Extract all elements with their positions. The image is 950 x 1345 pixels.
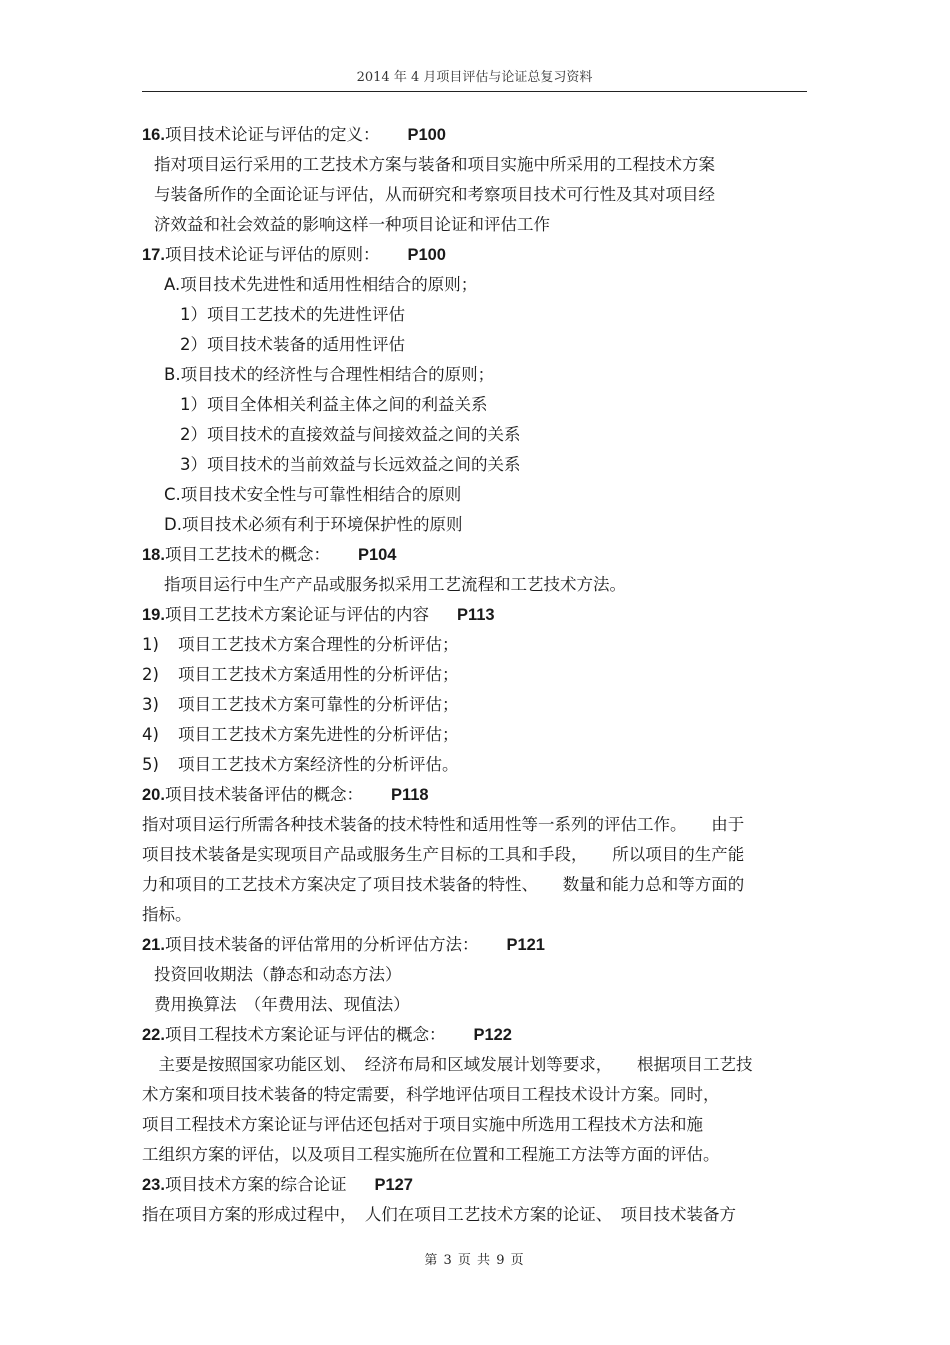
section-title: 项目技术装备评估的概念： xyxy=(164,785,363,804)
section-20-heading xyxy=(142,780,807,810)
section-number: 21. xyxy=(142,936,165,954)
section-number: 19. xyxy=(142,606,165,624)
paragraph-line: 与装备所作的全面论证与评估，从而研究和考察项目技术可行性及其对项目经 xyxy=(154,185,715,204)
list-text: 项目工艺技术方案合理性的分析评估； xyxy=(178,635,459,654)
section-title: 项目技术装备的评估常用的分析评估方法： xyxy=(164,935,479,954)
section-21-heading xyxy=(142,930,807,960)
page-ref: P100 xyxy=(407,126,446,144)
paragraph-line: 济效益和社会效益的影响这样一种项目论证和评估工作 xyxy=(154,215,550,234)
paragraph-line: 指对项目运行采用的工艺技术方案与装备和项目实施中所采用的工程技术方案 xyxy=(154,155,715,174)
section-number: 18. xyxy=(142,546,165,564)
page-ref: P121 xyxy=(506,936,545,954)
list-number: 5) xyxy=(142,755,159,774)
sub-item: 1）项目全体相关利益主体之间的利益关系 xyxy=(180,395,488,414)
principle-a: A.项目技术先进性和适用性相结合的原则； xyxy=(164,275,478,294)
page-ref: P118 xyxy=(390,786,429,804)
sub-item: 2）项目技术装备的适用性评估 xyxy=(180,335,405,354)
paragraph-line: 指在项目方案的形成过程中， 人们在项目工艺技术方案的论证、 项目技术装备方 xyxy=(142,1205,736,1224)
principle-c: C.项目技术安全性与可靠性相结合的原则 xyxy=(164,485,462,504)
paragraph-line: 项目工程技术方案论证与评估还包括对于项目实施中所选用工程技术方法和施 xyxy=(142,1115,703,1134)
section-16-heading xyxy=(142,120,807,150)
section-number: 22. xyxy=(142,1026,165,1044)
section-title: 项目工艺技术的概念： xyxy=(164,545,330,564)
method-item: 费用换算法 （年费用法、现值法） xyxy=(154,995,410,1014)
paragraph-line: 术方案和项目技术装备的特定需要，科学地评估项目工程技术设计方案。同时， xyxy=(142,1085,720,1104)
section-number: 16. xyxy=(142,126,165,144)
paragraph-line: 指对项目运行所需各种技术装备的技术特性和适用性等一系列的评估工作。 由于 xyxy=(142,815,745,834)
section-title: 项目技术论证与评估的定义： xyxy=(164,125,380,144)
section-23-heading xyxy=(142,1170,807,1200)
section-number: 20. xyxy=(142,786,165,804)
page-footer: 第 3 页 共 9 页 xyxy=(424,1253,525,1268)
section-title: 项目技术方案的综合论证 xyxy=(164,1175,347,1194)
section-19-heading xyxy=(142,600,807,630)
list-item xyxy=(142,720,807,750)
section-title: 项目工程技术方案论证与评估的概念： xyxy=(164,1025,446,1044)
section-18-heading xyxy=(142,540,807,570)
section-17-heading xyxy=(142,240,807,270)
section-title: 项目工艺技术方案论证与评估的内容 xyxy=(164,605,429,624)
method-item: 投资回收期法（静态和动态方法） xyxy=(154,965,402,984)
page-ref: P104 xyxy=(357,546,397,564)
list-text: 项目工艺技术方案经济性的分析评估。 xyxy=(178,755,459,774)
paragraph-line: 指标。 xyxy=(142,905,192,924)
list-text: 项目工艺技术方案适用性的分析评估； xyxy=(178,665,459,684)
list-number: 1) xyxy=(142,635,159,654)
section-22-heading xyxy=(142,1020,807,1050)
list-text: 项目工艺技术方案可靠性的分析评估； xyxy=(178,695,459,714)
page-header: 2014 年 4 月项目评估与论证总复习资料 xyxy=(356,70,593,85)
list-item xyxy=(142,690,807,720)
principle-d: D.项目技术必须有利于环境保护性的原则 xyxy=(164,515,463,534)
page-ref: P113 xyxy=(456,606,495,624)
paragraph-line: 指项目运行中生产产品或服务拟采用工艺流程和工艺技术方法。 xyxy=(164,575,626,594)
principle-b: B.项目技术的经济性与合理性相结合的原则； xyxy=(164,365,495,384)
sub-item: 1）项目工艺技术的先进性评估 xyxy=(180,305,405,324)
list-item xyxy=(142,750,807,780)
header-rule xyxy=(142,91,807,92)
section-title: 项目技术论证与评估的原则： xyxy=(164,245,380,264)
page-ref: P127 xyxy=(374,1176,413,1194)
list-number: 2) xyxy=(142,665,159,684)
page-ref: P122 xyxy=(473,1026,512,1044)
paragraph-line: 力和项目的工艺技术方案决定了项目技术装备的特性、 数量和能力总和等方面的 xyxy=(142,875,745,894)
page-ref: P100 xyxy=(407,246,446,264)
section-number: 17. xyxy=(142,246,165,264)
list-text: 项目工艺技术方案先进性的分析评估； xyxy=(178,725,459,744)
list-number: 3) xyxy=(142,695,159,714)
list-item xyxy=(142,660,807,690)
sub-item: 3）项目技术的当前效益与长远效益之间的关系 xyxy=(180,455,521,474)
document-body xyxy=(142,120,807,1230)
paragraph-line: 主要是按照国家功能区划、 经济布局和区域发展计划等要求， 根据项目工艺技 xyxy=(142,1055,753,1074)
list-number: 4) xyxy=(142,725,159,744)
paragraph-line: 项目技术装备是实现项目产品或服务生产目标的工具和手段， 所以项目的生产能 xyxy=(142,845,745,864)
section-number: 23. xyxy=(142,1176,165,1194)
sub-item: 2）项目技术的直接效益与间接效益之间的关系 xyxy=(180,425,521,444)
paragraph-line: 工组织方案的评估，以及项目工程实施所在位置和工程施工方法等方面的评估。 xyxy=(142,1145,720,1164)
list-item xyxy=(142,630,807,660)
